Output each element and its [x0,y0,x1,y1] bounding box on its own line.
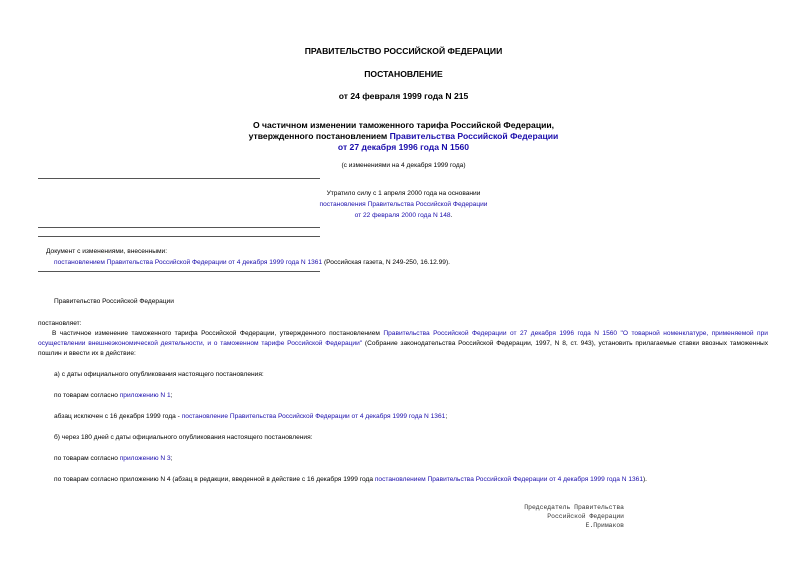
changes-decree-1361-link[interactable]: постановлением Правительства Российской Федерации от 4 декабря 1999 года N 1361 [54,259,323,266]
amendments-note: (с изменениями на 4 декабря 1999 года) [341,162,466,169]
changes-label: Документ с изменениями, внесенными: [46,248,168,255]
document-date-number: от 24 февраля 1999 года N 215 [338,91,469,101]
title-government-link[interactable]: Правительства Российской Федерации [389,131,559,141]
divider-2 [38,227,320,228]
main-decree-1560-link[interactable]: Правительства Российской Федерации от 27 декабря 1996 года N 1560 "О товарной номенклатуре, применяемой при осуществлении внешнеэкономической деятельности, и о таможенном тарифе Российской Федерации" [38,330,768,347]
issuer: Правительство Российской Федерации [54,298,174,305]
expired-line-3 [0,212,807,219]
signature-title: Председатель Правительства [524,504,624,511]
goods1-prefix: по товарам согласно [54,392,120,399]
goods1-suffix: ; [170,392,173,399]
goods-appendix-1 [54,392,172,399]
goods3-prefix: по товарам согласно [54,455,120,462]
title-line-1: О частичном изменении таможенного тарифа Российской Федерации, [252,120,555,130]
appendix-3-link[interactable]: приложению N 3 [119,455,171,462]
excluded-decree-1361-link[interactable]: постановление Правительства Российской Федерации от 4 декабря 1999 года N 1361 [181,413,446,420]
expired-line-2 [0,201,807,208]
main-text-2: (Собрание законодательства Российской Федерации, 1997, N 8, ст. 943), установить прилагаемые ставки ввозных таможенных пошлин и ввести их в действие: [38,340,768,357]
main-text-1: В частичное изменение таможенного тарифа Российской Федерации, утвержденного постановлением [52,330,380,337]
title-line-3 [0,142,807,152]
item-a: а) с даты официального опубликования настоящего постановления: [54,371,264,378]
excluded-paragraph [54,413,447,420]
changes-line [54,259,450,266]
title-line-2 [0,131,807,141]
item-b: б) через 180 дней с даты официального опубликования настоящего постановления: [54,434,313,441]
appendix-1-link[interactable]: приложению N 1 [119,392,171,399]
expired-period: . [450,212,453,219]
signature-name: Е.Примаков [585,522,624,529]
resolves: постановляет: [38,320,82,327]
goods3-suffix: ; [170,455,173,462]
goods4-prefix: по товарам согласно приложению N 4 (абзац в редакции, введенной в действие с 16 декабря 1999 года [54,476,375,483]
signature-country: Российской Федерации [547,513,624,520]
expired-line-1: Утратило силу с 1 апреля 2000 года на основании [326,190,481,197]
expired-decree-date-link[interactable]: от 22 февраля 2000 года N 148 [354,212,451,219]
goods-appendix-3 [54,455,172,462]
goods-appendix-4 [54,476,647,483]
title-line-2-text: утвержденного постановлением [248,131,390,141]
divider-1 [38,178,320,179]
changes-source: (Российская газета, N 249-250, 16.12.99). [322,259,450,266]
document-type: ПОСТАНОВЛЕНИЕ [364,69,443,79]
title-decree-1560-link[interactable]: от 27 декабря 1996 года N 1560 [337,142,470,152]
excluded-suffix: ; [445,413,448,420]
appendix-4-decree-1361-link[interactable]: постановлением Правительства Российской Федерации от 4 декабря 1999 года N 1361 [374,476,643,483]
goods4-suffix: ). [642,476,648,483]
divider-3 [38,236,320,237]
excluded-prefix: абзац исключен с 16 декабря 1999 года - [54,413,182,420]
main-paragraph [38,329,768,359]
government-heading: ПРАВИТЕЛЬСТВО РОССИЙСКОЙ ФЕДЕРАЦИИ [304,46,503,56]
divider-4 [38,271,320,272]
expired-decree-link[interactable]: постановления Правительства Российской Федерации [319,201,488,208]
